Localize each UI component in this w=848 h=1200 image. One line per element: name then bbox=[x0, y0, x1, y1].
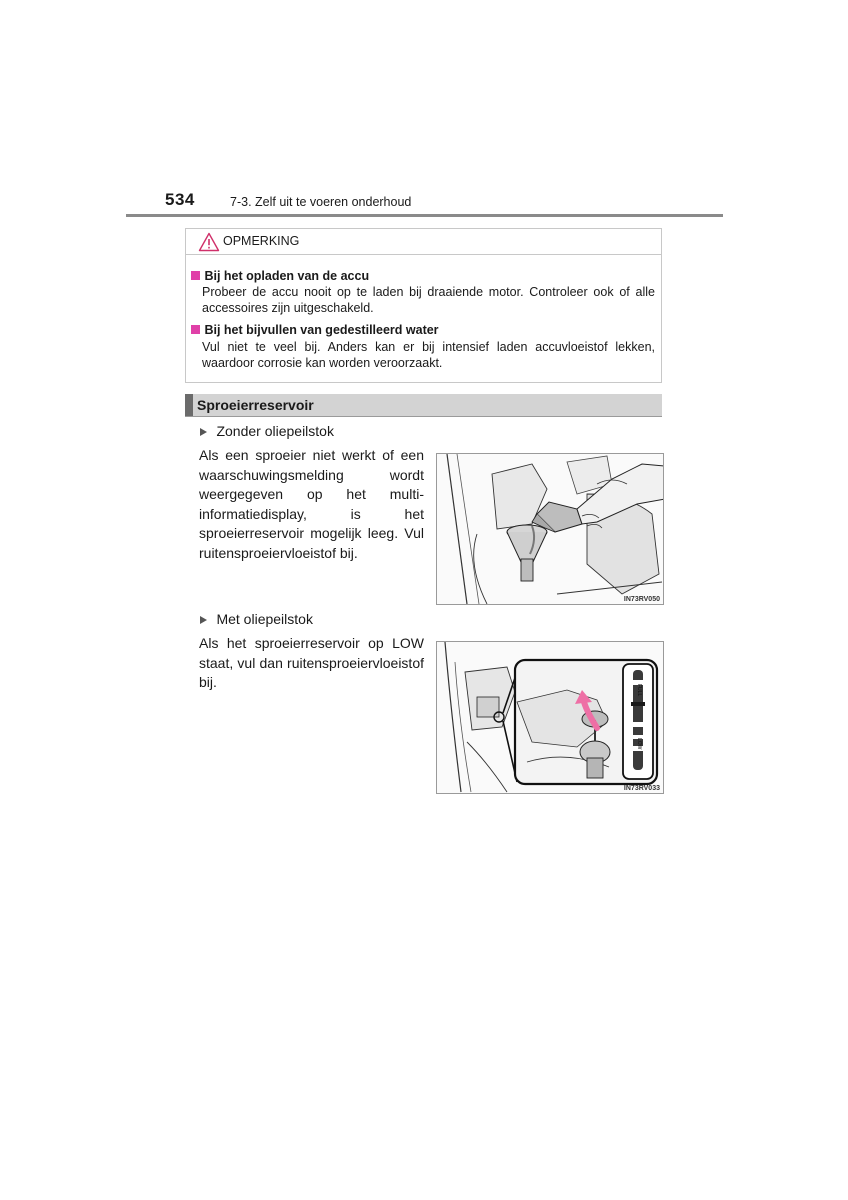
figure-code: IN73RV050 bbox=[623, 596, 660, 603]
section-title: Sproeierreservoir bbox=[197, 397, 314, 413]
caution-item-heading: Bij het bijvullen van gedestilleerd water bbox=[204, 323, 439, 337]
caution-item bbox=[191, 267, 369, 285]
figure-dipstick bbox=[436, 641, 664, 794]
caution-title: OPMERKING bbox=[223, 234, 300, 248]
triangle-right-bullet-icon bbox=[200, 428, 207, 436]
warning-triangle-icon bbox=[198, 232, 220, 252]
figure-refill-funnel bbox=[436, 453, 664, 605]
sub-heading bbox=[200, 611, 313, 629]
caution-box bbox=[185, 228, 662, 383]
figure-code: IN73RV033 bbox=[623, 785, 660, 792]
page-number: 534 bbox=[165, 190, 195, 209]
section-accent bbox=[185, 394, 193, 416]
pink-square-bullet-icon bbox=[191, 271, 200, 280]
dipstick-low-label: LOW bbox=[636, 738, 642, 750]
section-reference: 7-3. Zelf uit te voeren onderhoud bbox=[230, 195, 412, 209]
caution-header bbox=[186, 229, 661, 255]
caution-item bbox=[191, 321, 439, 339]
body-paragraph: Als een sproeier niet werkt of een waarschuwingsmelding wordt weergegeven op het multi-informatiedisplay, is het sproeierreservoir mogelijk leeg. Vul ruitensproeiervloeistof bij. bbox=[199, 447, 424, 561]
pink-square-bullet-icon bbox=[191, 325, 200, 334]
caution-item-text: Probeer de accu nooit op te laden bij draaiende motor. Controleer ook of alle accessoires zijn uitgeschakeld. bbox=[202, 285, 655, 315]
dipstick-illustration bbox=[437, 642, 664, 794]
caution-item-heading: Bij het opladen van de accu bbox=[204, 269, 370, 283]
refill-illustration bbox=[437, 454, 664, 605]
triangle-right-bullet-icon bbox=[200, 616, 207, 624]
section-rule bbox=[185, 416, 662, 417]
sub-heading-label: Met oliepeilstok bbox=[216, 611, 313, 627]
sub-heading bbox=[200, 423, 334, 441]
section-header bbox=[185, 394, 662, 416]
body-paragraph: Als het sproeierreservoir op LOW staat, vul dan ruitensproeiervloeistof bij. bbox=[199, 635, 424, 690]
caution-item-text: Vul niet te veel bij. Anders kan er bij intensief laden accuvloeistof lekken, waardoor corrosie kan worden veroorzaakt. bbox=[202, 340, 655, 370]
sub-heading-label: Zonder oliepeilstok bbox=[216, 423, 334, 439]
header-rule bbox=[126, 214, 723, 217]
dipstick-full-label: FULL bbox=[636, 684, 642, 697]
